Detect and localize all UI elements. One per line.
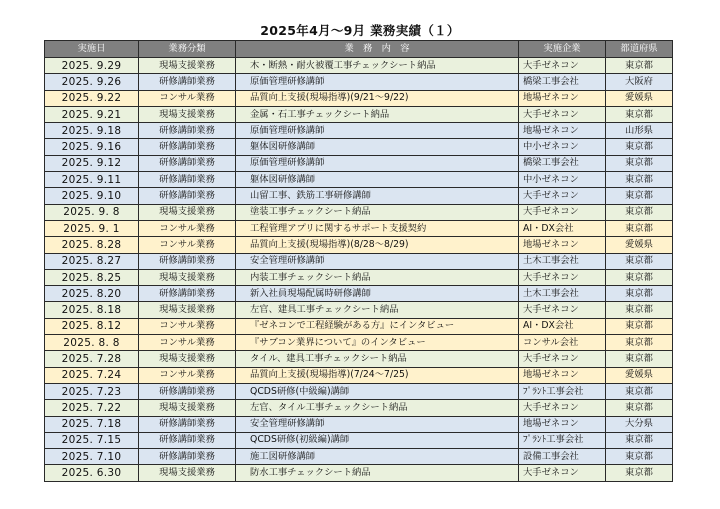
- table-row: [45, 106, 673, 122]
- table-row: [45, 269, 673, 285]
- cell-category: コンサル業務: [139, 367, 236, 383]
- cell-company: 大手ゼネコン: [519, 302, 606, 318]
- cell-prefecture: 山形県: [606, 123, 673, 139]
- table-row: [45, 123, 673, 139]
- cell-company: 地場ゼネコン: [519, 237, 606, 253]
- cell-category: 現場支援業務: [139, 58, 236, 74]
- table-row: [45, 465, 673, 481]
- cell-category: 研修講師業務: [139, 155, 236, 171]
- cell-content: 品質向上支援(現場指導)(8/28～8/29): [236, 237, 519, 253]
- cell-category: 研修講師業務: [139, 74, 236, 90]
- table-row: [45, 253, 673, 269]
- cell-company: 中小ゼネコン: [519, 139, 606, 155]
- cell-prefecture: 東京都: [606, 106, 673, 122]
- cell-date: 2025. 8.12: [45, 318, 139, 334]
- cell-date: 2025. 7.23: [45, 383, 139, 399]
- cell-content: 金属・石工事チェックシート納品: [236, 106, 519, 122]
- cell-content: 『サブコン業界について』のインタビュー: [236, 335, 519, 351]
- cell-date: 2025. 9.10: [45, 188, 139, 204]
- cell-content: 施工図研修講師: [236, 449, 519, 465]
- cell-company: 大手ゼネコン: [519, 465, 606, 481]
- table-row: [45, 172, 673, 188]
- cell-content: 山留工事、鉄筋工事研修講師: [236, 188, 519, 204]
- cell-date: 2025. 8.20: [45, 286, 139, 302]
- cell-category: 現場支援業務: [139, 400, 236, 416]
- cell-date: 2025. 8.25: [45, 269, 139, 285]
- cell-prefecture: 東京都: [606, 204, 673, 220]
- cell-category: 現場支援業務: [139, 302, 236, 318]
- cell-date: 2025. 9. 8: [45, 204, 139, 220]
- cell-category: コンサル業務: [139, 90, 236, 106]
- table-row: [45, 383, 673, 399]
- cell-content: 新入社員現場配属時研修講師: [236, 286, 519, 302]
- cell-category: 研修講師業務: [139, 172, 236, 188]
- cell-prefecture: 東京都: [606, 286, 673, 302]
- cell-date: 2025. 9.26: [45, 74, 139, 90]
- cell-company: 大手ゼネコン: [519, 106, 606, 122]
- cell-date: 2025. 8. 8: [45, 335, 139, 351]
- results-table: [44, 40, 673, 482]
- header-prefecture: 都道府県: [606, 41, 673, 58]
- cell-date: 2025. 7.10: [45, 449, 139, 465]
- cell-category: 研修講師業務: [139, 416, 236, 432]
- cell-category: 現場支援業務: [139, 269, 236, 285]
- cell-prefecture: 東京都: [606, 383, 673, 399]
- cell-company: 橋梁工事会社: [519, 74, 606, 90]
- cell-company: 土木工事会社: [519, 253, 606, 269]
- table-row: [45, 449, 673, 465]
- cell-prefecture: 東京都: [606, 335, 673, 351]
- cell-company: 橋梁工事会社: [519, 155, 606, 171]
- table-row: [45, 367, 673, 383]
- header-category: 業務分類: [139, 41, 236, 58]
- table-row: [45, 74, 673, 90]
- cell-content: QCDS研修(中級編)講師: [236, 383, 519, 399]
- cell-category: コンサル業務: [139, 237, 236, 253]
- table-row: [45, 400, 673, 416]
- cell-date: 2025. 8.28: [45, 237, 139, 253]
- cell-prefecture: 東京都: [606, 172, 673, 188]
- cell-prefecture: 東京都: [606, 432, 673, 448]
- cell-company: 大手ゼネコン: [519, 188, 606, 204]
- cell-company: 大手ゼネコン: [519, 351, 606, 367]
- cell-prefecture: 大阪府: [606, 74, 673, 90]
- cell-date: 2025. 9.18: [45, 123, 139, 139]
- page-title: 2025年4月～9月 業務実績（１）: [260, 23, 460, 38]
- cell-category: コンサル業務: [139, 318, 236, 334]
- cell-prefecture: 東京都: [606, 58, 673, 74]
- cell-category: 現場支援業務: [139, 351, 236, 367]
- cell-content: 品質向上支援(現場指導)(7/24～7/25): [236, 367, 519, 383]
- cell-content: 躯体図研修講師: [236, 172, 519, 188]
- cell-company: 地場ゼネコン: [519, 90, 606, 106]
- cell-date: 2025. 9.29: [45, 58, 139, 74]
- table-row: [45, 286, 673, 302]
- cell-category: 現場支援業務: [139, 204, 236, 220]
- cell-company: 地場ゼネコン: [519, 416, 606, 432]
- table-row: [45, 335, 673, 351]
- cell-category: 現場支援業務: [139, 465, 236, 481]
- cell-content: タイル、建具工事チェックシート納品: [236, 351, 519, 367]
- table-row: [45, 351, 673, 367]
- cell-company: ﾌﾟﾗﾝﾄ工事会社: [519, 432, 606, 448]
- cell-date: 2025. 6.30: [45, 465, 139, 481]
- cell-company: 中小ゼネコン: [519, 172, 606, 188]
- cell-prefecture: 大分県: [606, 416, 673, 432]
- cell-content: 原価管理研修講師: [236, 155, 519, 171]
- cell-date: 2025. 8.18: [45, 302, 139, 318]
- cell-company: AI・DX会社: [519, 318, 606, 334]
- cell-content: 原価管理研修講師: [236, 74, 519, 90]
- cell-prefecture: 愛媛県: [606, 237, 673, 253]
- table-row: [45, 58, 673, 74]
- table-body: [45, 58, 673, 482]
- table-row: [45, 90, 673, 106]
- header-row: [45, 41, 673, 58]
- header-company: 実施企業: [519, 41, 606, 58]
- table-row: [45, 220, 673, 236]
- table-row: [45, 139, 673, 155]
- cell-prefecture: 愛媛県: [606, 367, 673, 383]
- cell-prefecture: 東京都: [606, 188, 673, 204]
- table-row: [45, 318, 673, 334]
- cell-category: 研修講師業務: [139, 383, 236, 399]
- cell-content: 安全管理研修講師: [236, 253, 519, 269]
- cell-date: 2025. 9.12: [45, 155, 139, 171]
- cell-date: 2025. 9.16: [45, 139, 139, 155]
- cell-content: 工程管理アプリに関するサポート支援契約: [236, 220, 519, 236]
- cell-date: 2025. 7.28: [45, 351, 139, 367]
- table-row: [45, 204, 673, 220]
- cell-content: 防水工事チェックシート納品: [236, 465, 519, 481]
- cell-content: 『ゼネコンで工程経験がある方』にインタビュー: [236, 318, 519, 334]
- cell-company: 地場ゼネコン: [519, 367, 606, 383]
- cell-prefecture: 東京都: [606, 220, 673, 236]
- cell-date: 2025. 7.15: [45, 432, 139, 448]
- cell-category: 研修講師業務: [139, 123, 236, 139]
- cell-company: 地場ゼネコン: [519, 123, 606, 139]
- cell-prefecture: 東京都: [606, 449, 673, 465]
- cell-company: 大手ゼネコン: [519, 400, 606, 416]
- cell-prefecture: 東京都: [606, 465, 673, 481]
- cell-category: 研修講師業務: [139, 286, 236, 302]
- cell-category: 研修講師業務: [139, 188, 236, 204]
- table-row: [45, 237, 673, 253]
- cell-prefecture: 東京都: [606, 253, 673, 269]
- cell-company: ﾌﾟﾗﾝﾄ工事会社: [519, 383, 606, 399]
- cell-category: コンサル業務: [139, 335, 236, 351]
- cell-prefecture: 愛媛県: [606, 90, 673, 106]
- cell-prefecture: 東京都: [606, 139, 673, 155]
- cell-company: コンサル会社: [519, 335, 606, 351]
- cell-content: 躯体図研修講師: [236, 139, 519, 155]
- cell-content: QCDS研修(初級編)講師: [236, 432, 519, 448]
- cell-prefecture: 東京都: [606, 269, 673, 285]
- cell-company: 設備工事会社: [519, 449, 606, 465]
- cell-date: 2025. 7.22: [45, 400, 139, 416]
- cell-date: 2025. 9.11: [45, 172, 139, 188]
- cell-content: 内装工事チェックシート納品: [236, 269, 519, 285]
- cell-prefecture: 東京都: [606, 155, 673, 171]
- cell-date: 2025. 9.21: [45, 106, 139, 122]
- cell-date: 2025. 9. 1: [45, 220, 139, 236]
- cell-company: AI・DX会社: [519, 220, 606, 236]
- table-row: [45, 155, 673, 171]
- cell-category: 現場支援業務: [139, 106, 236, 122]
- cell-company: 大手ゼネコン: [519, 269, 606, 285]
- cell-date: 2025. 7.24: [45, 367, 139, 383]
- cell-company: 大手ゼネコン: [519, 58, 606, 74]
- cell-category: 研修講師業務: [139, 432, 236, 448]
- cell-company: 土木工事会社: [519, 286, 606, 302]
- cell-prefecture: 東京都: [606, 318, 673, 334]
- cell-prefecture: 東京都: [606, 302, 673, 318]
- cell-date: 2025. 9.22: [45, 90, 139, 106]
- cell-content: 原価管理研修講師: [236, 123, 519, 139]
- cell-prefecture: 東京都: [606, 400, 673, 416]
- header-date: 実施日: [45, 41, 139, 58]
- cell-content: 左官、タイル工事チェックシート納品: [236, 400, 519, 416]
- cell-company: 大手ゼネコン: [519, 204, 606, 220]
- table-row: [45, 188, 673, 204]
- cell-category: 研修講師業務: [139, 253, 236, 269]
- cell-content: 品質向上支援(現場指導)(9/21～9/22): [236, 90, 519, 106]
- cell-category: 研修講師業務: [139, 139, 236, 155]
- table-row: [45, 432, 673, 448]
- cell-category: 研修講師業務: [139, 449, 236, 465]
- cell-content: 安全管理研修講師: [236, 416, 519, 432]
- cell-prefecture: 東京都: [606, 351, 673, 367]
- cell-date: 2025. 7.18: [45, 416, 139, 432]
- cell-content: 左官、建具工事チェックシート納品: [236, 302, 519, 318]
- cell-category: コンサル業務: [139, 220, 236, 236]
- cell-content: 塗装工事チェックシート納品: [236, 204, 519, 220]
- table-row: [45, 302, 673, 318]
- cell-content: 木・断熱・耐火被覆工事チェックシート納品: [236, 58, 519, 74]
- cell-date: 2025. 8.27: [45, 253, 139, 269]
- table-row: [45, 416, 673, 432]
- header-content: 業 務 内 容: [236, 41, 519, 58]
